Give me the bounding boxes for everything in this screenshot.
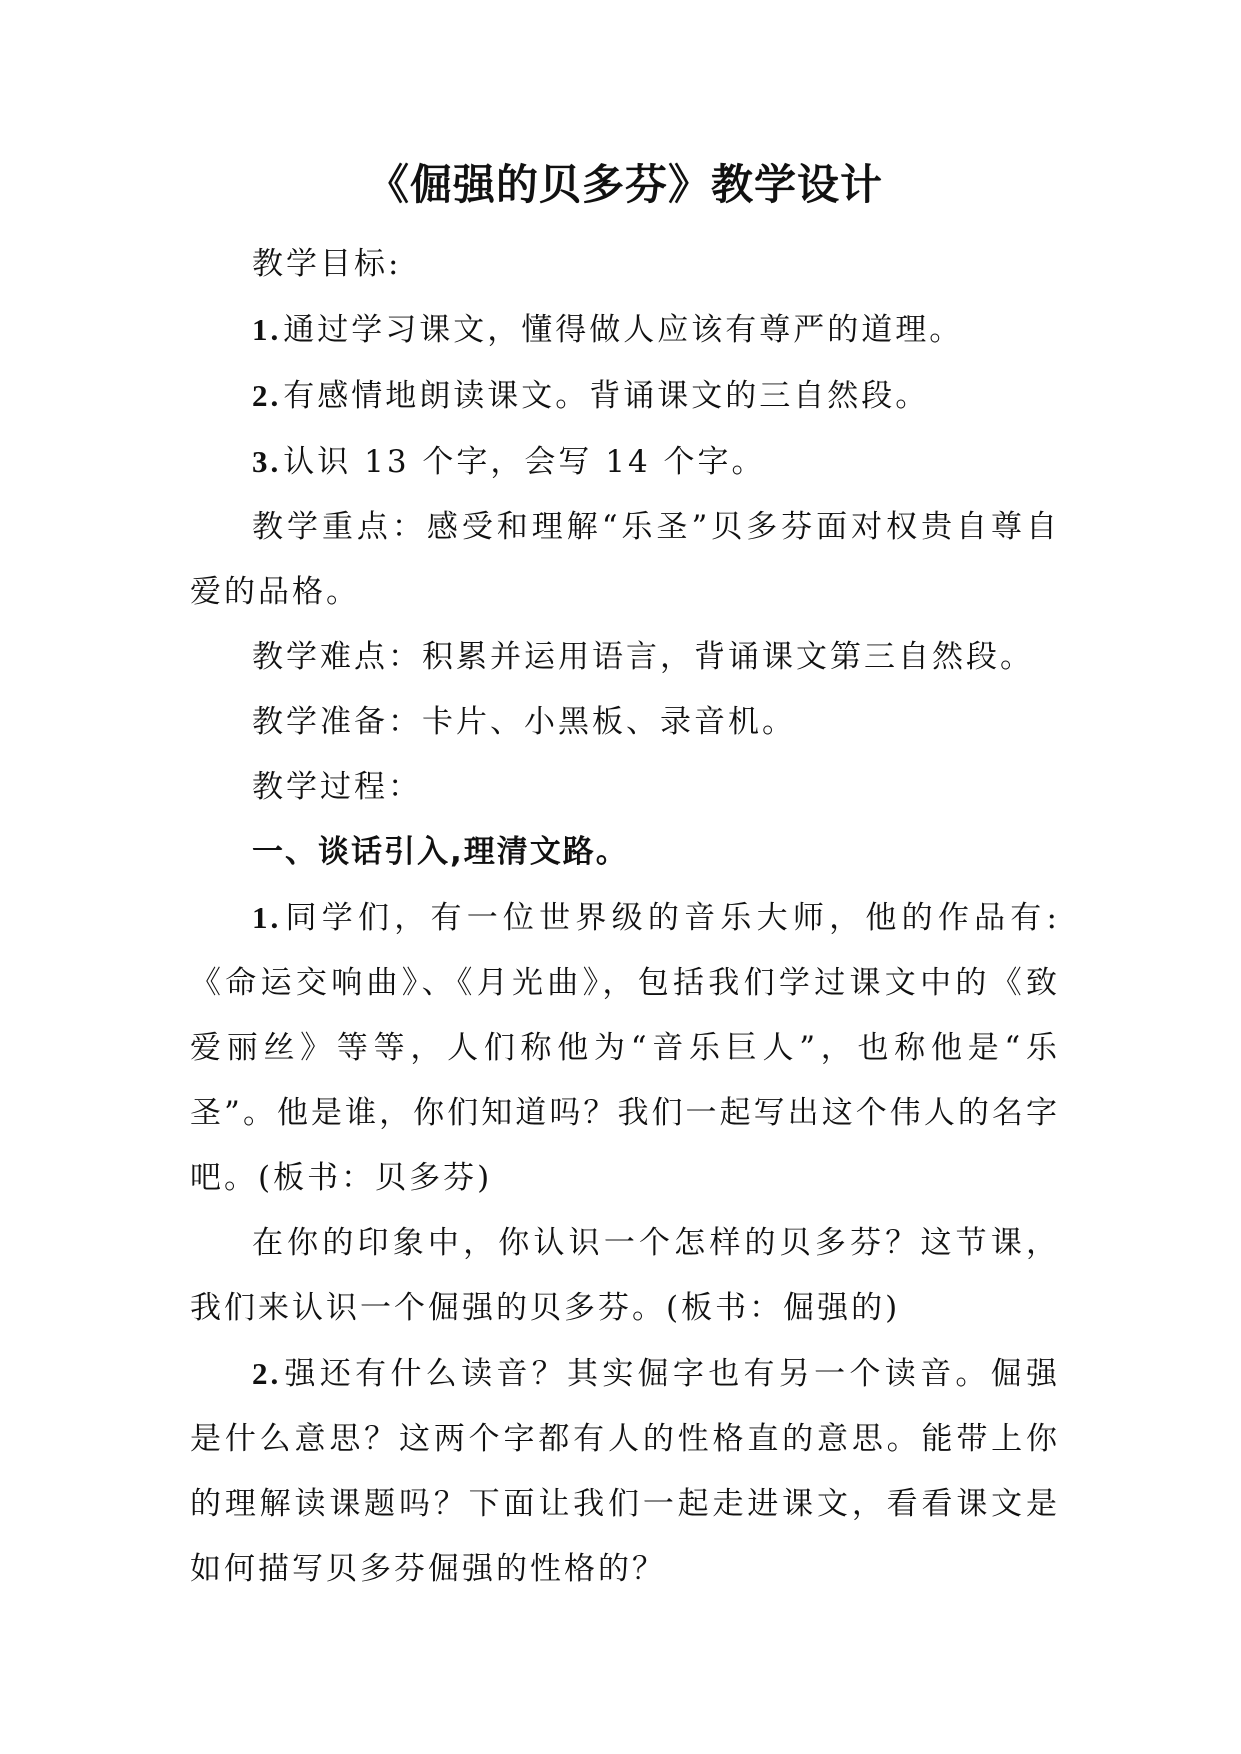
goal-item: [190, 429, 1060, 495]
section-item: [190, 885, 1060, 1211]
process-label: 教学过程：: [252, 769, 422, 805]
goal-item: [190, 297, 1060, 363]
goal-text: 通过学习课文，懂得做人应该有尊严的道理。: [283, 312, 964, 348]
section-paragraph: 在你的印象中，你认识一个怎样的贝多芬？这节课，我们来认识一个倔强的贝多芬。(板书：倔强的): [190, 1225, 1060, 1326]
goal-text: 有感情地朗读课文。背诵课文的三自然段。: [283, 378, 930, 414]
key-point: 教学重点：感受和理解“乐圣”贝多芬面对权贵自尊自爱的品格。: [190, 509, 1060, 610]
goal-number: 1.: [252, 312, 282, 347]
item-number: 1.: [252, 900, 282, 935]
item-number: 2.: [252, 1356, 282, 1391]
goal-item: [190, 363, 1060, 429]
item-text: 强还有什么读音？其实倔字也有另一个读音。倔强是什么意思？这两个字都有人的性格直的意思。能带上你的理解读课题吗？下面让我们一起走进课文，看看课文是如何描写贝多芬倔强的性格的？: [190, 1356, 1060, 1587]
document-page: [190, 150, 1060, 1602]
difficulty: 教学难点：积累并运用语言，背诵课文第三自然段。: [252, 639, 1034, 675]
section-item: [190, 1341, 1060, 1602]
document-title: 《倔强的贝多芬》教学设计: [366, 160, 883, 209]
goal-number: 3.: [252, 444, 282, 479]
item-text: 同学们，有一位世界级的音乐大师，他的作品有:《命运交响曲》、《月光曲》，包括我们学过课文中的《致爱丽丝》等等，人们称他为“音乐巨人”，也称他是“乐圣”。他是谁，你们知道吗？我们一起写出这个伟人的名字吧。(板书：贝多芬): [190, 900, 1060, 1196]
goal-text: 认识 13 个字，会写 14 个字。: [283, 444, 766, 480]
section-heading: 一、谈话引入,理清文路。: [252, 834, 629, 870]
goals-label: 教学目标:: [252, 246, 402, 282]
goal-number: 2.: [252, 378, 282, 413]
preparation: 教学准备：卡片、小黑板、录音机。: [252, 704, 796, 740]
